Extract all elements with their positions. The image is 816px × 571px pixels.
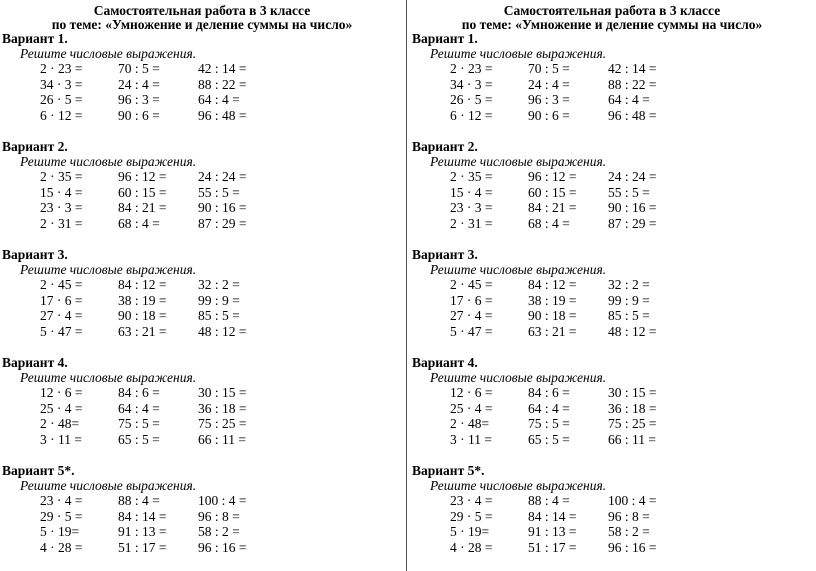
expression: 30 : 15 = <box>198 385 247 400</box>
expression: 70 : 5 = <box>528 61 570 76</box>
expression: 2 · 31 = <box>450 215 493 231</box>
expression: 2 · 45 = <box>40 277 83 292</box>
expression: 29 · 5 = <box>450 508 493 524</box>
expression: 96 : 48 = <box>608 107 657 123</box>
expression: 99 : 9 = <box>608 292 650 308</box>
expression: 2 · 35 = <box>40 169 83 184</box>
expression: 12 · 6 = <box>40 385 83 400</box>
expression: 66 : 11 = <box>198 431 246 447</box>
expression: 2 · 35 = <box>450 169 493 184</box>
expression-row <box>412 200 812 216</box>
variant-instruction: Решите числовые выражения. <box>430 154 607 169</box>
expression: 96 : 48 = <box>198 107 247 123</box>
expression-row <box>412 524 812 540</box>
expression: 48 : 12 = <box>608 323 657 339</box>
variant-block <box>412 355 812 447</box>
expression: 88 : 22 = <box>608 76 657 92</box>
expression: 25 · 4 = <box>40 400 83 416</box>
expression: 23 · 4 = <box>450 493 493 508</box>
expression: 2 · 45 = <box>450 277 493 292</box>
page-divider <box>406 0 407 571</box>
expression-row <box>2 385 402 401</box>
expression: 84 : 21 = <box>118 200 167 215</box>
expression: 24 : 24 = <box>608 169 657 184</box>
expression: 51 : 17 = <box>528 539 577 555</box>
expression: 84 : 12 = <box>528 277 577 292</box>
variant-instruction: Решите числовые выражения. <box>430 262 607 277</box>
variant-title: Вариант 1. <box>412 31 478 46</box>
variant-instruction: Решите числовые выражения. <box>430 46 607 61</box>
expression-row <box>2 416 402 432</box>
variant-instruction: Решите числовые выражения. <box>20 370 197 385</box>
expression: 100 : 4 = <box>608 493 657 508</box>
variant-title: Вариант 2. <box>2 139 68 154</box>
expression-row <box>412 385 812 401</box>
expression: 100 : 4 = <box>198 493 247 508</box>
expression-row <box>2 493 402 509</box>
expression: 99 : 9 = <box>198 292 240 308</box>
expression-row <box>412 77 812 93</box>
variant-instruction: Решите числовые выражения. <box>430 478 607 493</box>
expression: 60 : 15 = <box>118 184 167 200</box>
variant-block <box>2 355 402 447</box>
expression: 24 : 24 = <box>198 169 247 184</box>
expression: 84 : 6 = <box>118 385 160 400</box>
expression-row <box>412 509 812 525</box>
expression: 38 : 19 = <box>118 292 167 308</box>
expression: 51 : 17 = <box>118 539 167 555</box>
expression-row <box>412 493 812 509</box>
expression: 75 : 5 = <box>118 416 160 431</box>
expression: 36 : 18 = <box>608 400 657 416</box>
expression: 70 : 5 = <box>118 61 160 76</box>
expression: 2 · 31 = <box>40 215 83 231</box>
expression: 90 : 18 = <box>118 308 167 323</box>
expression: 4 · 28 = <box>450 539 493 555</box>
expression: 3 · 11 = <box>40 431 82 447</box>
expression-row <box>2 169 402 185</box>
expression: 63 : 21 = <box>118 323 167 339</box>
expression: 64 : 4 = <box>528 400 570 416</box>
worksheet-title: Самостоятельная работа в 3 классе <box>93 3 311 18</box>
expression: 5 · 47 = <box>450 323 493 339</box>
expression: 2 · 48= <box>40 416 80 431</box>
expression-row <box>2 401 402 417</box>
expression: 64 : 4 = <box>118 400 160 416</box>
expression-row <box>2 524 402 540</box>
variant-block <box>2 463 402 555</box>
expression: 24 : 4 = <box>528 76 570 92</box>
expression-row <box>2 216 402 232</box>
variant-block <box>2 247 402 339</box>
expression: 84 : 6 = <box>528 385 570 400</box>
variant-title: Вариант 4. <box>412 355 478 370</box>
expression: 88 : 4 = <box>118 493 160 508</box>
expression: 36 : 18 = <box>198 400 247 416</box>
expression: 55 : 5 = <box>198 184 240 200</box>
expression: 96 : 3 = <box>118 92 160 107</box>
expression: 96 : 12 = <box>528 169 577 184</box>
expression-row <box>412 432 812 448</box>
expression-row <box>2 308 402 324</box>
expression: 23 · 3 = <box>450 200 493 215</box>
expression-row <box>2 293 402 309</box>
expression-row <box>2 61 402 77</box>
expression-row <box>2 185 402 201</box>
variant-block <box>412 247 812 339</box>
expression: 27 · 4 = <box>40 308 83 323</box>
expression: 2 · 23 = <box>40 61 83 76</box>
expression: 6 · 12 = <box>40 107 83 123</box>
worksheet-topic: по теме: «Умножение и деление суммы на число» <box>51 17 353 32</box>
variant-instruction: Решите числовые выражения. <box>430 370 607 385</box>
expression: 96 : 16 = <box>608 539 657 555</box>
expression: 17 · 6 = <box>450 292 493 308</box>
expression-row <box>412 169 812 185</box>
variant-instruction: Решите числовые выражения. <box>20 46 197 61</box>
expression-row <box>412 92 812 108</box>
variant-title: Вариант 1. <box>2 31 68 46</box>
expression: 34 · 3 = <box>450 76 493 92</box>
expression: 58 : 2 = <box>198 524 240 539</box>
expression-row <box>2 277 402 293</box>
expression: 34 · 3 = <box>40 76 83 92</box>
worksheet-title: Самостоятельная работа в 3 классе <box>503 3 721 18</box>
expression-row <box>412 540 812 556</box>
expression: 68 : 4 = <box>118 215 160 231</box>
variant-title: Вариант 3. <box>412 247 478 262</box>
expression: 55 : 5 = <box>608 184 650 200</box>
variant-title: Вариант 3. <box>2 247 68 262</box>
expression-row <box>412 324 812 340</box>
expression: 26 · 5 = <box>40 92 83 107</box>
expression: 90 : 16 = <box>198 200 247 215</box>
variant-title: Вариант 4. <box>2 355 68 370</box>
expression: 75 : 25 = <box>608 416 657 431</box>
variant-block <box>2 139 402 231</box>
expression: 87 : 29 = <box>608 215 657 231</box>
expression: 12 · 6 = <box>450 385 493 400</box>
expression: 25 · 4 = <box>450 400 493 416</box>
expression-row <box>2 92 402 108</box>
expression: 88 : 22 = <box>198 76 247 92</box>
variant-block <box>412 139 812 231</box>
expression: 91 : 13 = <box>528 524 577 539</box>
expression: 15 · 4 = <box>40 184 83 200</box>
expression: 26 · 5 = <box>450 92 493 107</box>
worksheet-copy-right <box>410 0 814 571</box>
expression-row <box>412 308 812 324</box>
expression: 66 : 11 = <box>608 431 656 447</box>
expression: 2 · 23 = <box>450 61 493 76</box>
expression: 65 : 5 = <box>528 431 570 447</box>
expression-row <box>412 216 812 232</box>
expression: 64 : 4 = <box>198 92 240 107</box>
expression: 96 : 12 = <box>118 169 167 184</box>
expression-row <box>412 416 812 432</box>
expression-row <box>412 185 812 201</box>
variant-block <box>412 31 812 123</box>
expression: 64 : 4 = <box>608 92 650 107</box>
expression: 96 : 16 = <box>198 539 247 555</box>
expression-row <box>412 401 812 417</box>
expression: 84 : 21 = <box>528 200 577 215</box>
variant-block <box>412 463 812 555</box>
expression: 58 : 2 = <box>608 524 650 539</box>
expression: 15 · 4 = <box>450 184 493 200</box>
expression: 84 : 12 = <box>118 277 167 292</box>
expression: 96 : 8 = <box>608 508 650 524</box>
expression: 60 : 15 = <box>528 184 577 200</box>
expression: 42 : 14 = <box>198 61 247 76</box>
expression: 23 · 3 = <box>40 200 83 215</box>
expression: 5 · 19= <box>40 524 80 539</box>
expression: 88 : 4 = <box>528 493 570 508</box>
expression: 75 : 25 = <box>198 416 247 431</box>
variant-title: Вариант 5*. <box>412 463 485 478</box>
expression: 30 : 15 = <box>608 385 657 400</box>
expression: 6 · 12 = <box>450 107 493 123</box>
expression-row <box>2 77 402 93</box>
expression: 90 : 6 = <box>118 107 160 123</box>
expression: 23 · 4 = <box>40 493 83 508</box>
expression: 24 : 4 = <box>118 76 160 92</box>
expression: 96 : 8 = <box>198 508 240 524</box>
expression: 84 : 14 = <box>118 508 167 524</box>
expression: 4 · 28 = <box>40 539 83 555</box>
expression: 5 · 19= <box>450 524 490 539</box>
expression: 32 : 2 = <box>198 277 240 292</box>
variant-instruction: Решите числовые выражения. <box>20 262 197 277</box>
expression: 87 : 29 = <box>198 215 247 231</box>
variant-title: Вариант 2. <box>412 139 478 154</box>
variant-title: Вариант 5*. <box>2 463 75 478</box>
expression-row <box>2 200 402 216</box>
expression: 42 : 14 = <box>608 61 657 76</box>
expression: 85 : 5 = <box>608 308 650 323</box>
expression-row <box>2 324 402 340</box>
expression-row <box>412 108 812 124</box>
expression: 3 · 11 = <box>450 431 492 447</box>
worksheet-copy-left <box>0 0 404 571</box>
expression: 32 : 2 = <box>608 277 650 292</box>
expression: 17 · 6 = <box>40 292 83 308</box>
expression: 48 : 12 = <box>198 323 247 339</box>
expression: 27 · 4 = <box>450 308 493 323</box>
variant-block <box>2 31 402 123</box>
expression: 5 · 47 = <box>40 323 83 339</box>
expression: 29 · 5 = <box>40 508 83 524</box>
variant-instruction: Решите числовые выражения. <box>20 154 197 169</box>
worksheet-topic: по теме: «Умножение и деление суммы на число» <box>461 17 763 32</box>
expression: 90 : 18 = <box>528 308 577 323</box>
expression-row <box>2 540 402 556</box>
expression-row <box>2 108 402 124</box>
expression: 90 : 6 = <box>528 107 570 123</box>
expression: 96 : 3 = <box>528 92 570 107</box>
expression-row <box>412 293 812 309</box>
expression: 85 : 5 = <box>198 308 240 323</box>
expression: 91 : 13 = <box>118 524 167 539</box>
expression: 65 : 5 = <box>118 431 160 447</box>
expression: 63 : 21 = <box>528 323 577 339</box>
expression-row <box>412 61 812 77</box>
expression: 90 : 16 = <box>608 200 657 215</box>
expression: 38 : 19 = <box>528 292 577 308</box>
expression-row <box>412 277 812 293</box>
expression: 75 : 5 = <box>528 416 570 431</box>
expression: 68 : 4 = <box>528 215 570 231</box>
variant-instruction: Решите числовые выражения. <box>20 478 197 493</box>
expression-row <box>2 432 402 448</box>
expression: 2 · 48= <box>450 416 490 431</box>
expression: 84 : 14 = <box>528 508 577 524</box>
expression-row <box>2 509 402 525</box>
